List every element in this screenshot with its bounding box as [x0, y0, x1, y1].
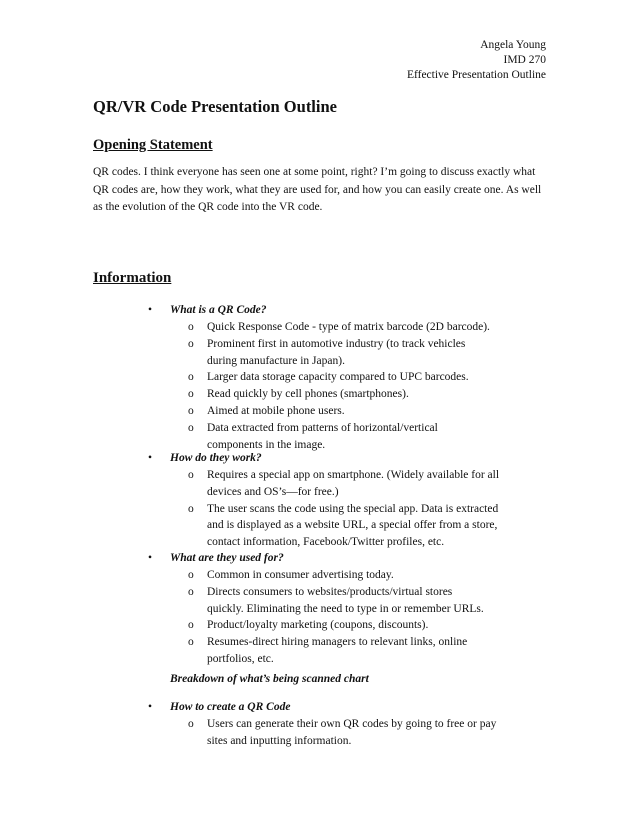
- list-item: [148, 716, 568, 750]
- list-item: [148, 420, 568, 454]
- list-item: [148, 567, 568, 584]
- circle-bullet-icon: o: [188, 569, 194, 581]
- list-item: [148, 319, 568, 336]
- information-heading: Information: [93, 270, 172, 286]
- opening-heading: Opening Statement: [93, 137, 213, 153]
- item-text: Quick Response Code - type of matrix barcode (2D barcode).: [207, 321, 490, 333]
- item-text: Prominent first in automotive industry (to track vehicles: [207, 337, 466, 350]
- item-text: quickly. Eliminating the need to type in or remember URLs.: [207, 602, 484, 615]
- header-block: [407, 38, 546, 83]
- circle-bullet-icon: o: [188, 718, 194, 730]
- section-title: What are they used for?: [170, 552, 284, 564]
- item-text: Common in consumer advertising today.: [207, 569, 394, 581]
- circle-bullet-icon: o: [188, 321, 194, 333]
- bullet-icon: •: [148, 552, 153, 564]
- circle-bullet-icon: o: [188, 469, 194, 481]
- circle-bullet-icon: o: [188, 371, 194, 384]
- circle-bullet-icon: o: [188, 404, 194, 417]
- item-text: portfolios, etc.: [207, 652, 274, 665]
- section-heading: [148, 550, 568, 567]
- item-text: devices and OS’s—for free.): [207, 485, 339, 498]
- bullet-icon: •: [148, 452, 153, 464]
- item-text: Data extracted from patterns of horizontal/vertical: [207, 421, 438, 434]
- bullet-icon: •: [148, 304, 153, 316]
- item-text: sites and inputting information.: [207, 734, 352, 747]
- circle-bullet-icon: o: [188, 636, 194, 649]
- list-item: [148, 584, 568, 618]
- circle-bullet-icon: o: [188, 502, 194, 515]
- item-text: Users can generate their own QR codes by going to free or pay: [207, 718, 497, 730]
- section-heading: [148, 450, 568, 467]
- sub-list: [148, 716, 568, 750]
- circle-bullet-icon: o: [188, 388, 194, 401]
- item-text: Resumes-direct hiring managers to relevant links, online: [207, 636, 468, 649]
- assignment-title: Effective Presentation Outline: [406, 69, 546, 81]
- outline-section-how-work: [148, 450, 568, 551]
- list-item: [148, 336, 568, 370]
- item-text: components in the image.: [207, 438, 326, 451]
- outline-section-used-for: [148, 550, 568, 668]
- item-text: The user scans the code using the special app. Data is extracted: [207, 502, 499, 515]
- section-title: What is a QR Code?: [170, 304, 267, 316]
- list-item: [148, 386, 568, 403]
- item-text: Larger data storage capacity compared to UPC barcodes.: [207, 371, 469, 384]
- list-item: [148, 467, 568, 501]
- course-code: IMD 270: [503, 54, 546, 66]
- section-heading: [148, 699, 568, 716]
- outline-section-how-create: [148, 699, 568, 750]
- breakdown-note: Breakdown of what’s being scanned chart: [170, 673, 369, 685]
- circle-bullet-icon: o: [188, 337, 194, 350]
- sub-list: [148, 319, 568, 453]
- outline-section-qr-code: [148, 302, 568, 453]
- list-item: [148, 501, 568, 551]
- author-name: Angela Young: [480, 39, 546, 51]
- list-item: [148, 403, 568, 420]
- bullet-icon: •: [148, 701, 153, 713]
- sub-list: [148, 567, 568, 668]
- document-title: QR/VR Code Presentation Outline: [93, 97, 337, 116]
- sub-list: [148, 467, 568, 551]
- circle-bullet-icon: o: [188, 585, 194, 598]
- item-text: Aimed at mobile phone users.: [207, 404, 345, 417]
- section-title: How to create a QR Code: [170, 701, 291, 713]
- section-title: How do they work?: [170, 452, 262, 464]
- item-text: Requires a special app on smartphone. (Widely available for all: [207, 469, 500, 481]
- item-text: Directs consumers to websites/products/virtual stores: [207, 585, 453, 598]
- item-text: Read quickly by cell phones (smartphones).: [207, 388, 409, 401]
- list-item: [148, 617, 568, 634]
- item-text: Product/loyalty marketing (coupons, discounts).: [207, 619, 429, 632]
- list-item: [148, 634, 568, 668]
- circle-bullet-icon: o: [188, 421, 194, 434]
- item-text: and is displayed as a website URL, a special offer from a store,: [207, 519, 498, 532]
- list-item: [148, 369, 568, 386]
- circle-bullet-icon: o: [188, 619, 194, 632]
- opening-paragraph: QR codes. I think everyone has seen one at some point, right? I’m going to discuss exactly what QR codes are, how they work, what they are used for, and how you can easily create one. As well as the evolution of the QR code into the VR code.: [93, 166, 542, 213]
- item-text: during manufacture in Japan).: [207, 354, 345, 367]
- item-text: contact information, Facebook/Twitter profiles, etc.: [207, 536, 445, 549]
- section-heading: [148, 302, 568, 319]
